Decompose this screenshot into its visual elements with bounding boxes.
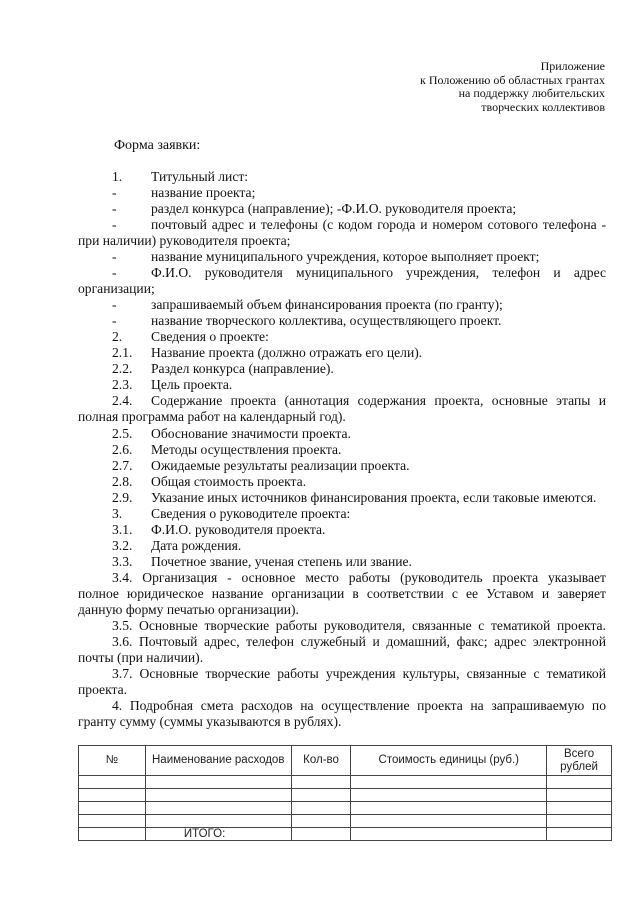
bullet-dash: -: [112, 249, 117, 264]
item-text: полная программа работ на календарный год).: [78, 409, 346, 424]
table-cell: [145, 776, 291, 789]
item-text: название творческого коллектива, осуществляющего проект.: [151, 313, 502, 328]
table-cell: [79, 789, 146, 802]
list-item: [78, 538, 606, 554]
table-cell: [79, 828, 146, 841]
item-text: Раздел конкурса (направление).: [151, 361, 334, 376]
item-text: Содержание проекта (аннотация содержания проекта, основные этапы и: [151, 393, 606, 408]
item-number: 2.6.: [112, 442, 133, 457]
table-cell: [351, 789, 547, 802]
paragraph-line: [78, 634, 606, 650]
item-number: 2.7.: [112, 458, 133, 473]
item-number: 1.: [112, 169, 123, 184]
table-cell: [145, 789, 291, 802]
column-header-quantity: Кол-во: [291, 746, 351, 776]
table-header-row: [79, 746, 612, 776]
item-number: 2.3.: [112, 377, 133, 392]
list-item: [78, 458, 606, 474]
appendix-header: [420, 60, 605, 114]
item-text: почтовый адрес и телефоны (с кодом города и номером сотового телефона -: [151, 217, 606, 232]
item-text: полное юридическое название организации в соответствии с ее Уставом и заверяет: [78, 586, 606, 601]
item-text: Ожидаемые результаты реализации проекта.: [151, 458, 410, 473]
table-cell: [547, 815, 612, 828]
table-cell: [547, 776, 612, 789]
item-text: Почетное звание, ученая степень или звание.: [151, 554, 412, 569]
item-text: при наличии) руководителя проекта;: [78, 233, 291, 248]
column-header-number: №: [79, 746, 146, 776]
paragraph-line: [78, 570, 606, 586]
item-text: 3.4. Организация - основное место работы (руководитель проекта указывает: [112, 570, 606, 585]
table-cell: [291, 802, 351, 815]
item-text: название проекта;: [151, 185, 256, 200]
table-cell: [547, 789, 612, 802]
bullet-dash: -: [112, 185, 117, 200]
item-text: Сведения о руководителе проекта:: [151, 506, 351, 521]
item-text: Название проекта (должно отражать его цели).: [151, 345, 423, 360]
table-cell: [145, 815, 291, 828]
table-cell: [547, 828, 612, 841]
item-number: 3.2.: [112, 538, 133, 553]
table-cell: [291, 789, 351, 802]
list-item: [78, 506, 606, 522]
item-number: 2.1.: [112, 345, 133, 360]
bullet-dash: -: [112, 297, 117, 312]
item-text: почты (при наличии).: [78, 650, 204, 665]
table-cell: [145, 802, 291, 815]
cost-estimate-table: [78, 745, 612, 841]
list-item: [78, 249, 606, 265]
item-text: запрашиваемый объем финансирования проекта (по гранту);: [151, 297, 503, 312]
item-text: 3.5. Основные творческие работы руководителя, связанные с тематикой проекта.: [112, 618, 606, 633]
column-header-expense-name: Наименование расходов: [145, 746, 291, 776]
item-number: 2.: [112, 329, 123, 344]
appendix-line: к Положению об областных грантах: [420, 72, 605, 87]
table-cell: [291, 815, 351, 828]
item-number: 2.2.: [112, 361, 133, 376]
list-item: [78, 217, 606, 233]
table-row: [79, 776, 612, 789]
table-cell: [351, 802, 547, 815]
item-text: организации;: [78, 281, 155, 296]
list-item-continuation: [78, 281, 606, 297]
table-row: [79, 815, 612, 828]
total-label: ИТОГО:: [145, 828, 291, 841]
item-text: 3.7. Основные творческие работы учреждения культуры, связанные с тематикой: [112, 666, 606, 681]
item-number: 2.8.: [112, 474, 133, 489]
paragraph-line: [78, 714, 606, 730]
list-item: [78, 393, 606, 409]
table-cell: [79, 802, 146, 815]
list-item: [78, 442, 606, 458]
list-item: [78, 297, 606, 313]
item-number: 3.3.: [112, 554, 133, 569]
table-cell: [351, 828, 547, 841]
list-item: [78, 329, 606, 345]
appendix-line: на поддержку любительских: [458, 86, 605, 100]
list-item: [78, 361, 606, 377]
list-item-continuation: [78, 233, 606, 249]
bullet-dash: -: [112, 265, 117, 280]
appendix-line: творческих коллективов: [481, 99, 605, 114]
item-text: раздел конкурса (направление); -Ф.И.О. руководителя проекта;: [151, 201, 517, 216]
item-text: 4. Подробная смета расходов на осуществление проекта на запрашиваемую по: [112, 698, 606, 713]
item-text: Обоснование значимости проекта.: [151, 426, 351, 441]
list-item: [78, 313, 606, 329]
item-text: Сведения о проекте:: [151, 329, 269, 344]
item-text: Методы осуществления проекта.: [151, 442, 342, 457]
item-number: 3.: [112, 506, 123, 521]
appendix-line: Приложение: [540, 59, 605, 73]
list-item: [78, 522, 606, 538]
list-item: [78, 490, 606, 506]
list-item: [78, 265, 606, 281]
item-text: Указание иных источников финансирования проекта, если таковые имеются.: [151, 490, 597, 505]
table-cell: [79, 776, 146, 789]
table-total-row: [79, 828, 612, 841]
table-cell: [291, 828, 351, 841]
paragraph-line: [78, 586, 606, 602]
paragraph-line: [78, 650, 606, 666]
column-header-total: Всего рублей: [547, 746, 612, 776]
item-text: название муниципального учреждения, которое выполняет проект;: [151, 249, 540, 264]
bullet-dash: -: [112, 201, 117, 216]
table-row: [79, 802, 612, 815]
table-cell: [291, 776, 351, 789]
list-item: [78, 377, 606, 393]
item-text: данную форму печатью организации).: [78, 602, 299, 617]
paragraph-line: [78, 682, 606, 698]
form-title: Форма заявки:: [114, 138, 201, 153]
column-header-unit-cost: Стоимость единицы (руб.): [351, 746, 547, 776]
table-cell: [351, 776, 547, 789]
paragraph-line: [78, 666, 606, 682]
item-text: Ф.И.О. руководителя проекта.: [151, 522, 326, 537]
item-number: 2.9.: [112, 490, 133, 505]
list-item: [78, 345, 606, 361]
table-cell: [79, 815, 146, 828]
list-item-continuation: [78, 409, 606, 425]
item-number: 2.5.: [112, 426, 133, 441]
paragraph-line: [78, 618, 606, 634]
bullet-dash: -: [112, 217, 117, 232]
list-item: [78, 201, 606, 217]
item-number: 2.4.: [112, 393, 133, 408]
item-text: Ф.И.О. руководителя муниципального учреждения, телефон и адрес: [151, 265, 606, 280]
item-text: Общая стоимость проекта.: [151, 474, 307, 489]
item-text: Дата рождения.: [151, 538, 242, 553]
list-item: [78, 426, 606, 442]
item-text: проекта.: [78, 682, 128, 697]
list-item: [78, 185, 606, 201]
item-text: гранту сумму (суммы указываются в рублях).: [78, 714, 342, 729]
list-item: [78, 554, 606, 570]
item-text: 3.6. Почтовый адрес, телефон служебный и домашний, факс; адрес электронной: [112, 634, 606, 649]
bullet-dash: -: [112, 313, 117, 328]
table-cell: [351, 815, 547, 828]
paragraph-line: [78, 602, 606, 618]
table-row: [79, 789, 612, 802]
item-text: Титульный лист:: [151, 169, 249, 184]
paragraph-line: [78, 698, 606, 714]
item-number: 3.1.: [112, 522, 133, 537]
list-item: [78, 474, 606, 490]
list-item: [78, 169, 606, 185]
item-text: Цель проекта.: [151, 377, 233, 392]
table-cell: [547, 802, 612, 815]
